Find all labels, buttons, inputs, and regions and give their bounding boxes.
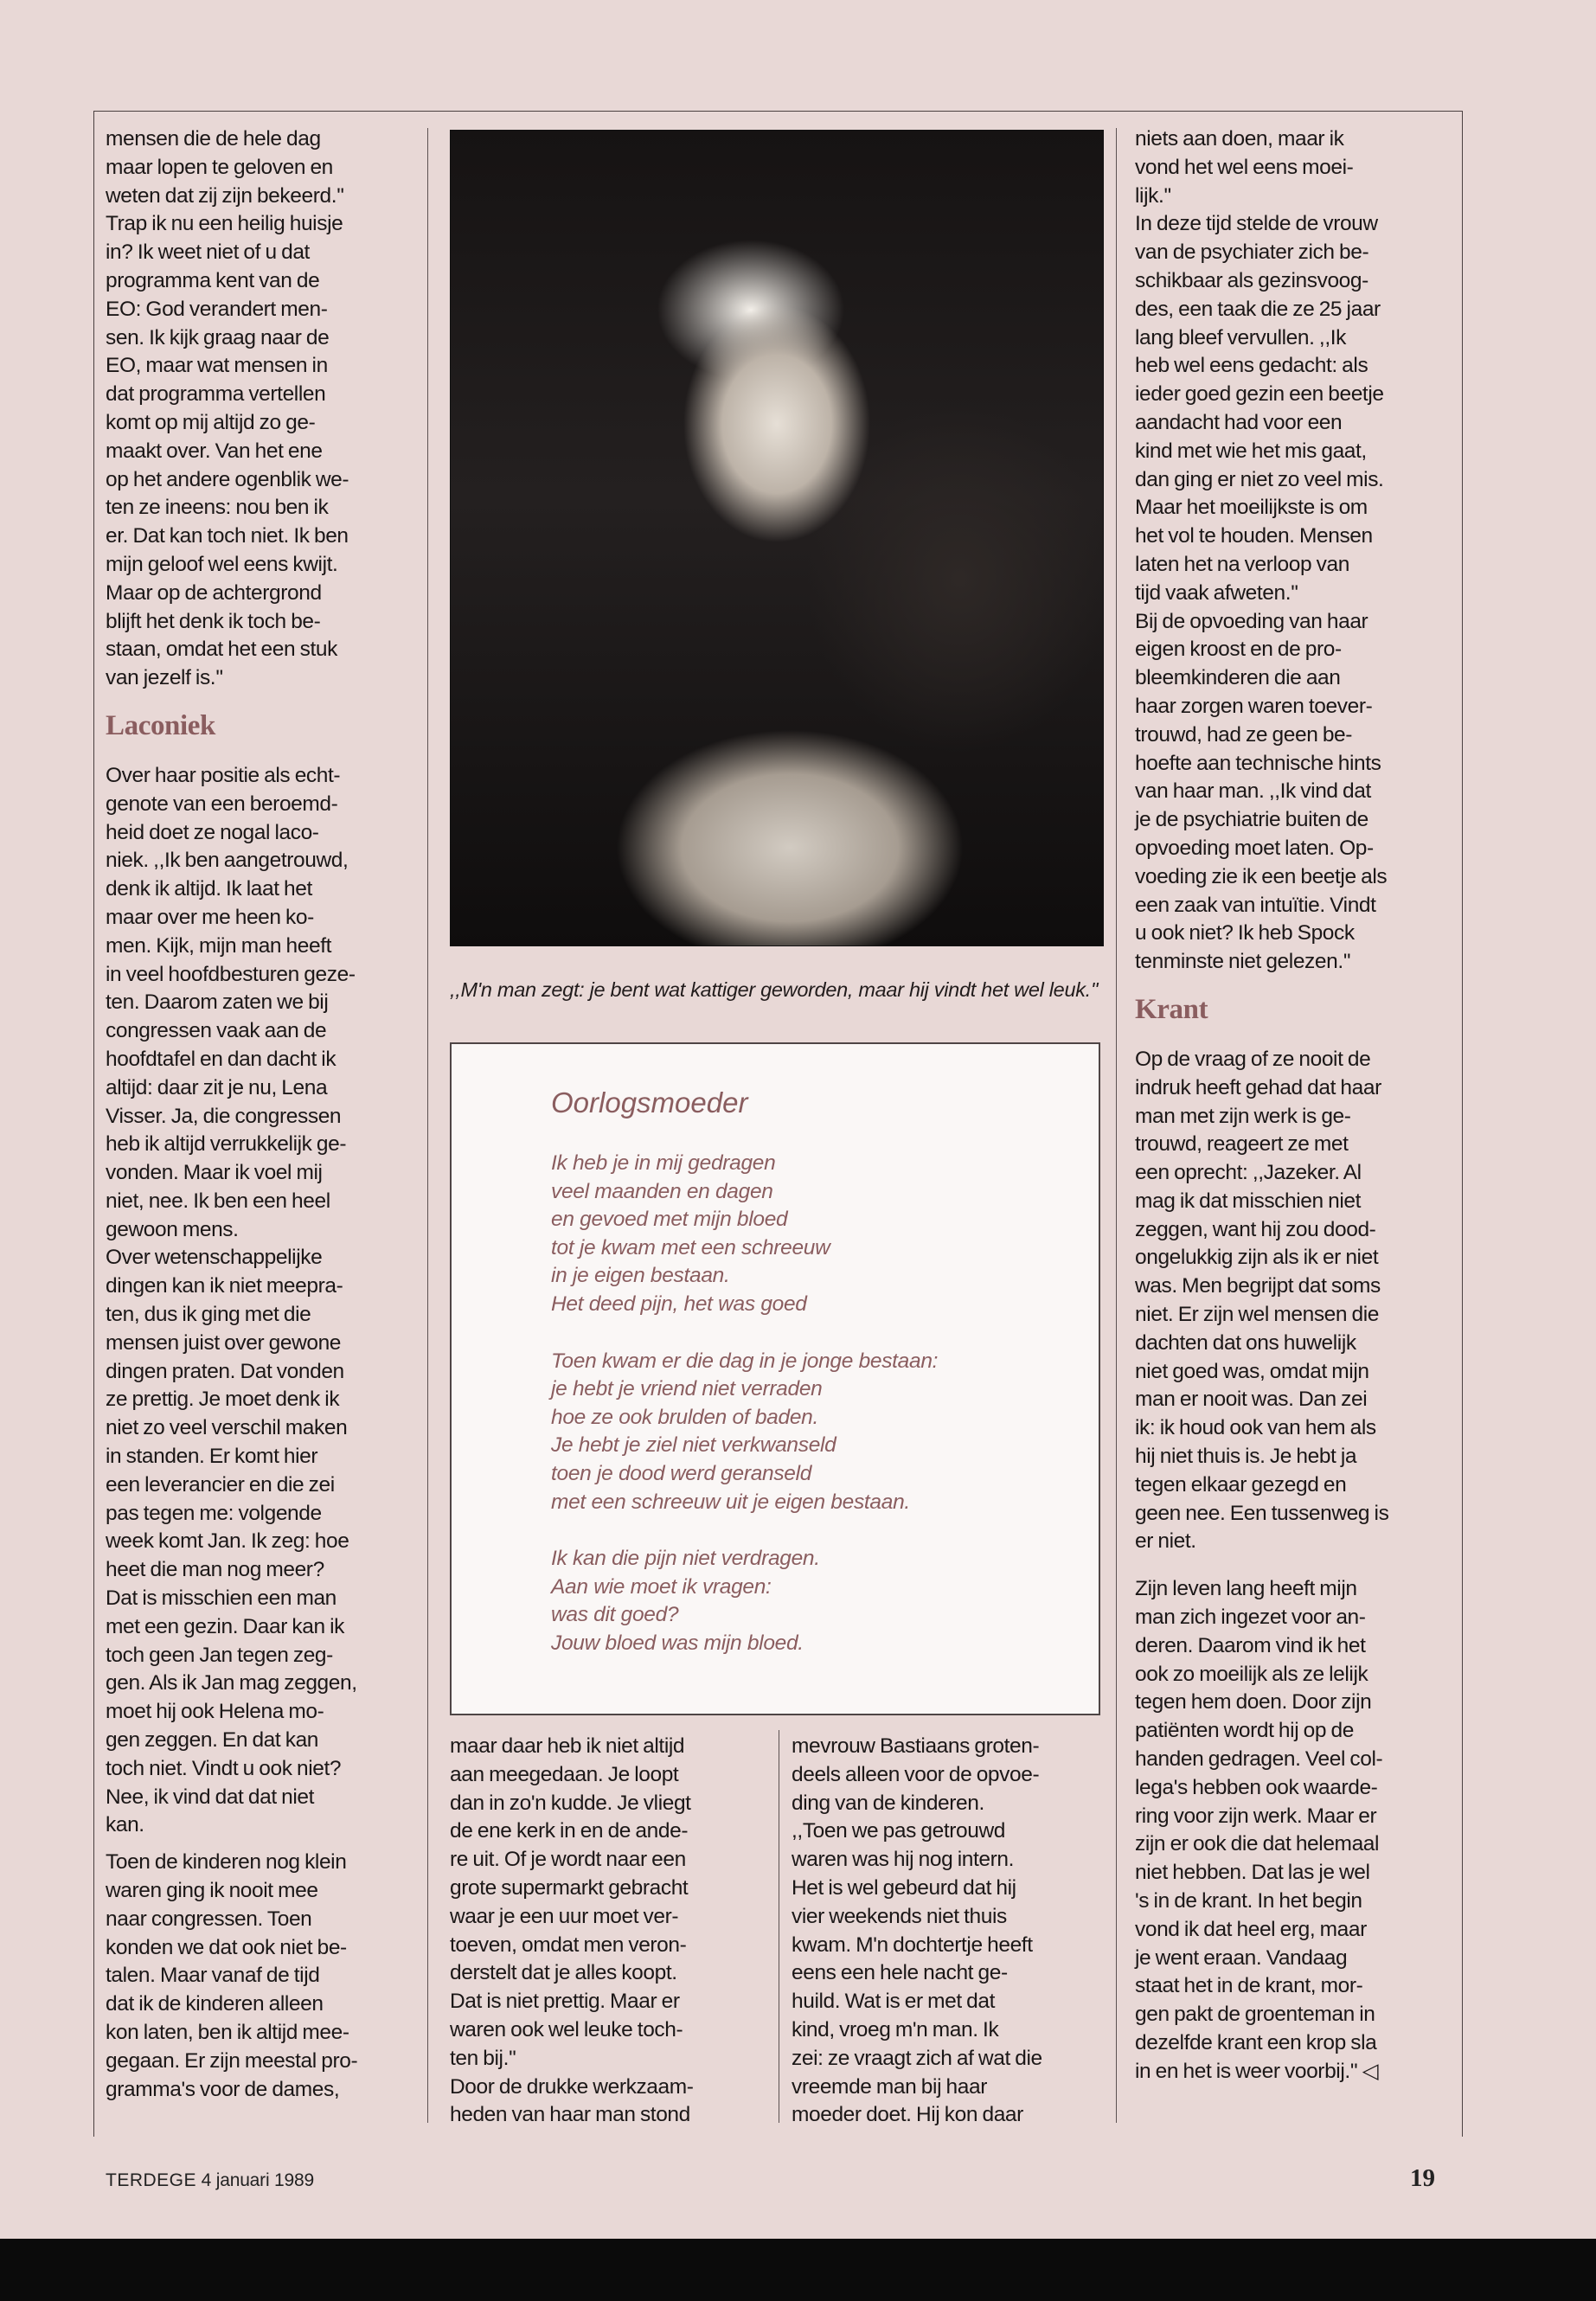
text-line: programma kent van de: [106, 268, 320, 292]
text-line: Het deed pijn, het was goed: [551, 1292, 807, 1316]
text-line: ze prettig. Je moet denk ik: [106, 1388, 340, 1412]
text-line: dezelfde krant een krop sla: [1135, 2031, 1377, 2054]
text-line: Dat is misschien een man: [106, 1586, 337, 1611]
text-line: een oprecht: ,,Jazeker. Al: [1135, 1161, 1362, 1185]
text-line: bleemkinderen die aan: [1135, 666, 1341, 690]
text-line: lijk.'': [1135, 183, 1171, 208]
text-line: dat programma vertellen: [106, 382, 326, 407]
text-line: niek. ,,Ik ben aangetrouwd,: [106, 849, 349, 873]
text-line: zei: ze vraagt zich af wat die: [792, 2046, 1042, 2070]
text-line: een leverancier en die zei: [106, 1472, 335, 1497]
photo-caption: ,,M'n man zegt: je bent wat kattiger geworden, maar hij vindt het wel leuk.'': [450, 978, 1099, 1001]
text-line: in je eigen bestaan.: [551, 1264, 730, 1288]
text-line: waren ook wel leuke toch-: [450, 2017, 683, 2041]
text-line: Toen de kinderen nog klein: [106, 1850, 347, 1875]
text-line: was dit goed?: [551, 1603, 679, 1627]
text-line: de ene kerk in en de ande-: [450, 1819, 689, 1843]
column-1-block-2: [106, 762, 419, 1840]
text-line: niet goed was, omdat mijn: [1135, 1359, 1369, 1383]
text-line: konden we dat ook niet be-: [106, 1935, 347, 1959]
column-divider-3: [1116, 128, 1117, 2123]
text-line: dingen praten. Dat vonden: [106, 1359, 344, 1383]
text-line: heet die man nog meer?: [106, 1558, 324, 1582]
text-line: denk ik altijd. Ik laat het: [106, 877, 312, 901]
text-line: EO: God verandert men-: [106, 297, 328, 321]
text-line: er niet.: [1135, 1529, 1196, 1554]
text-line: ten. Daarom zaten we bij: [106, 990, 329, 1015]
text-line: van jezelf is.'': [106, 666, 223, 690]
text-line: kind, vroeg m'n man. Ik: [792, 2017, 999, 2041]
text-line: het vol te houden. Mensen: [1135, 524, 1373, 548]
text-line: ook zo moeilijk als ze lelijk: [1135, 1662, 1368, 1686]
text-line: komt op mij altijd zo ge-: [106, 410, 316, 434]
text-line: waren ging ik nooit mee: [106, 1879, 318, 1903]
text-line: eens een hele nacht ge-: [792, 1961, 1008, 1985]
text-line: heb wel eens gedacht: als: [1135, 354, 1368, 378]
text-line: je de psychiatrie buiten de: [1135, 808, 1368, 832]
text-line: hoofdtafel en dan dacht ik: [106, 1047, 337, 1071]
text-line: trouwd, reageert ze met: [1135, 1132, 1349, 1157]
text-line: toch niet. Vindt u ook niet?: [106, 1756, 342, 1780]
text-line: grote supermarkt gebracht: [450, 1875, 689, 1900]
text-line: tot je kwam met een schreeuw: [551, 1235, 830, 1259]
text-line: in en het is weer voorbij.'' ◁: [1135, 2059, 1379, 2083]
text-line: 's in de krant. In het begin: [1135, 1889, 1362, 1913]
text-line: gen zeggen. En dat kan: [106, 1728, 319, 1753]
portrait-photo: [450, 130, 1104, 946]
column-4-block-2: [1135, 1046, 1452, 1556]
column-4-block-1: [1135, 125, 1452, 977]
text-line: Je hebt je ziel niet verkwanseld: [551, 1433, 836, 1458]
text-line: indruk heeft gehad dat haar: [1135, 1075, 1381, 1099]
text-line: waren was hij nog intern.: [792, 1848, 1015, 1872]
poem-box: [450, 1042, 1100, 1715]
text-line: dingen kan ik niet meepra-: [106, 1274, 343, 1298]
text-line: kwam. M'n dochtertje heeft: [792, 1932, 1033, 1957]
text-line: veel maanden en dagen: [551, 1179, 773, 1203]
column-4-block-3: [1135, 1575, 1452, 2086]
text-line: Ik kan die pijn niet verdragen.: [551, 1547, 820, 1571]
text-line: handen gedragen. Veel col-: [1135, 1747, 1383, 1772]
text-line: maar daar heb ik niet altijd: [450, 1734, 685, 1758]
poem-body: [551, 1150, 1070, 1658]
text-line: sen. Ik kijk graag naar de: [106, 325, 330, 349]
text-line: Ik heb je in mij gedragen: [551, 1151, 776, 1175]
article-column-4: [1135, 125, 1452, 2086]
text-line: niet hebben. Dat las je wel: [1135, 1861, 1370, 1885]
text-line: deels alleen voor de opvoe-: [792, 1762, 1040, 1786]
text-line: congressen vaak aan de: [106, 1019, 327, 1043]
poem-stanza-2: [551, 1348, 1070, 1517]
text-line: maar lopen te geloven en: [106, 155, 333, 179]
text-line: maakt over. Van het ene: [106, 439, 323, 463]
section-heading-krant: Krant: [1135, 993, 1208, 1025]
text-line: opvoeding moet laten. Op-: [1135, 836, 1374, 860]
text-line: gegaan. Er zijn meestal pro-: [106, 2048, 358, 2073]
text-line: maar over me heen ko-: [106, 905, 314, 929]
text-line: Over wetenschappelijke: [106, 1246, 323, 1270]
text-line: kan.: [106, 1813, 144, 1837]
text-line: van haar man. ,,Ik vind dat: [1135, 779, 1371, 804]
magazine-name: TERDEGE: [106, 2170, 197, 2190]
text-line: niet zo veel verschil maken: [106, 1416, 348, 1440]
text-line: pas tegen me: volgende: [106, 1501, 322, 1525]
text-line: van de psychiater zich be-: [1135, 240, 1369, 265]
text-line: re uit. Of je wordt naar een: [450, 1848, 686, 1872]
column-2-text: [450, 1733, 763, 2130]
text-line: een zaak van intuïtie. Vindt: [1135, 893, 1376, 917]
text-line: Maar op de achtergrond: [106, 580, 322, 605]
text-line: op het andere ogenblik we-: [106, 467, 349, 491]
text-line: tijd vaak afweten.'': [1135, 580, 1298, 605]
text-line: men. Kijk, mijn man heeft: [106, 933, 332, 958]
text-line: was. Men begrijpt dat soms: [1135, 1274, 1381, 1298]
text-line: vier weekends niet thuis: [792, 1904, 1007, 1928]
text-line: weten dat zij zijn bekeerd.'': [106, 183, 344, 208]
text-line: derstelt dat je alles koopt.: [450, 1961, 677, 1985]
text-line: kind met wie het mis gaat,: [1135, 439, 1367, 463]
text-line: dachten dat ons huwelijk: [1135, 1330, 1356, 1355]
article-column-2: [450, 1733, 763, 2130]
article-column-3: [792, 1733, 1105, 2130]
text-line: lega's hebben ook waarde-: [1135, 1775, 1378, 1799]
text-line: waar je een uur moet ver-: [450, 1904, 679, 1928]
text-line: ten, dus ik ging met die: [106, 1303, 311, 1327]
text-line: Nee, ik vind dat dat niet: [106, 1785, 315, 1809]
text-line: ding van de kinderen.: [792, 1791, 984, 1815]
text-line: staan, omdat het een stuk: [106, 638, 337, 662]
text-line: gen. Als ik Jan mag zeggen,: [106, 1671, 357, 1695]
text-line: Op de vraag of ze nooit de: [1135, 1047, 1371, 1071]
text-line: en gevoed met mijn bloed: [551, 1208, 788, 1232]
text-line: met een schreeuw uit je eigen bestaan.: [551, 1490, 910, 1514]
text-line: kon laten, ben ik altijd mee-: [106, 2021, 349, 2044]
text-line: in standen. Er komt hier: [106, 1445, 318, 1469]
text-line: des, een taak die ze 25 jaar: [1135, 297, 1381, 321]
text-line: blijft het denk ik toch be-: [106, 609, 321, 633]
text-line: in? Ik weet niet of u dat: [106, 240, 310, 265]
column-divider-1: [427, 128, 428, 2123]
text-line: ring voor zijn werk. Maar er: [1135, 1804, 1377, 1828]
text-line: vreemde man bij haar: [792, 2074, 987, 2099]
text-line: aandacht had voor een: [1135, 410, 1343, 434]
text-line: Bij de opvoeding van haar: [1135, 609, 1368, 633]
scan-border: [0, 2239, 1596, 2301]
text-line: eigen kroost en de pro-: [1135, 638, 1342, 662]
text-line: dat ik de kinderen alleen: [106, 1992, 324, 2016]
text-line: tegen hem doen. Door zijn: [1135, 1690, 1372, 1715]
text-line: man zich ingezet voor an-: [1135, 1606, 1366, 1630]
text-line: ten bij.'': [450, 2046, 516, 2070]
text-line: staat het in de krant, mor-: [1135, 1974, 1363, 1998]
section-heading-laconiek: Laconiek: [106, 709, 215, 741]
text-line: naar congressen. Toen: [106, 1907, 312, 1931]
text-line: huild. Wat is er met dat: [792, 1990, 996, 2014]
text-line: zijn er ook die dat helemaal: [1135, 1832, 1380, 1856]
poem-stanza-1: [551, 1150, 1070, 1319]
text-line: je hebt je vriend niet verraden: [551, 1377, 823, 1401]
text-line: je went eraan. Vandaag: [1135, 1945, 1348, 1970]
text-line: hij niet thuis is. Je hebt ja: [1135, 1445, 1357, 1469]
text-line: lang bleef vervullen. ,,Ik: [1135, 325, 1346, 349]
text-line: Toen kwam er die dag in je jonge bestaan:: [551, 1349, 939, 1373]
text-line: niets aan doen, maar ik: [1135, 127, 1344, 151]
text-line: vonden. Maar ik voel mij: [106, 1161, 323, 1185]
text-line: EO, maar wat mensen in: [106, 354, 328, 378]
text-line: trouwd, had ze geen be-: [1135, 722, 1353, 747]
text-line: deren. Daarom vind ik het: [1135, 1633, 1366, 1657]
text-line: week komt Jan. Ik zeg: hoe: [106, 1529, 349, 1554]
text-line: mag ik dat misschien niet: [1135, 1189, 1362, 1213]
text-line: man er nooit was. Dan zei: [1135, 1388, 1368, 1412]
text-line: altijd: daar zit je nu, Lena: [106, 1075, 328, 1099]
text-line: gramma's voor de dames,: [106, 2077, 340, 2101]
text-line: dan in zo'n kudde. Je vliegt: [450, 1791, 691, 1815]
text-line: toch geen Jan tegen zeg-: [106, 1643, 333, 1667]
text-line: mensen die de hele dag: [106, 127, 321, 151]
text-line: heb ik altijd verrukkelijk ge-: [106, 1132, 347, 1157]
text-line: u ook niet? Ik heb Spock: [1135, 921, 1355, 945]
text-line: Jouw bloed was mijn bloed.: [551, 1631, 804, 1655]
text-line: aan meegedaan. Je loopt: [450, 1762, 679, 1786]
text-line: Maar het moeilijkste is om: [1135, 496, 1368, 520]
text-line: niet. Er zijn wel mensen die: [1135, 1303, 1380, 1327]
text-line: haar zorgen waren toever-: [1135, 694, 1373, 718]
text-line: schikbaar als gezinsvoog-: [1135, 268, 1368, 292]
text-line: toen je dood werd geranseld: [551, 1461, 812, 1485]
text-line: heden van haar man stond: [450, 2103, 690, 2127]
text-line: voeding zie ik een beetje als: [1135, 864, 1388, 888]
column-1-block-3: [106, 1849, 419, 2104]
text-line: Visser. Ja, die congressen: [106, 1104, 342, 1128]
text-line: mijn geloof wel eens kwijt.: [106, 552, 338, 576]
footer-publication: [106, 2170, 314, 2191]
text-line: hoefte aan technische hints: [1135, 751, 1381, 775]
column-1-block-1: [106, 125, 419, 693]
text-line: talen. Maar vanaf de tijd: [106, 1964, 320, 1988]
text-line: dan ging er niet zo veel mis.: [1135, 467, 1384, 491]
text-line: genote van een beroemd-: [106, 792, 338, 816]
text-line: Zijn leven lang heeft mijn: [1135, 1577, 1357, 1601]
text-line: gen pakt de groenteman in: [1135, 2003, 1375, 2027]
text-line: geen nee. Een tussenweg is: [1135, 1501, 1389, 1525]
text-line: ik: ik houd ook van hem als: [1135, 1416, 1376, 1440]
text-line: ten ze ineens: nou ben ik: [106, 496, 329, 520]
text-line: ongelukkig zijn als ik er niet: [1135, 1246, 1379, 1270]
text-line: heid doet ze nogal laco-: [106, 820, 319, 844]
text-line: vond het wel eens moei-: [1135, 155, 1354, 179]
text-line: ieder goed gezin een beetje: [1135, 382, 1384, 407]
text-line: man met zijn werk is ge-: [1135, 1104, 1351, 1128]
text-line: laten het na verloop van: [1135, 552, 1349, 576]
text-line: moeder doet. Hij kon daar: [792, 2103, 1023, 2127]
text-line: mensen juist over gewone: [106, 1330, 342, 1355]
text-line: niet, nee. Ik ben een heel: [106, 1189, 330, 1213]
text-line: Aan wie moet ik vragen:: [551, 1574, 772, 1599]
text-line: met een gezin. Daar kan ik: [106, 1614, 345, 1638]
issue-date: 4 januari 1989: [201, 2170, 314, 2190]
text-line: Door de drukke werkzaam-: [450, 2074, 694, 2099]
text-line: in veel hoofdbesturen geze-: [106, 962, 356, 986]
text-line: tegen elkaar gezegd en: [1135, 1472, 1347, 1497]
text-line: ,,Toen we pas getrouwd: [792, 1819, 1005, 1843]
text-line: zeggen, want hij zou dood-: [1135, 1217, 1376, 1241]
text-line: Het is wel gebeurd dat hij: [792, 1875, 1016, 1900]
poem-stanza-3: [551, 1545, 1070, 1657]
text-line: toeven, omdat men veron-: [450, 1932, 687, 1957]
text-line: Over haar positie als echt-: [106, 763, 341, 787]
text-line: Dat is niet prettig. Maar er: [450, 1990, 680, 2014]
text-line: tenminste niet gelezen.'': [1135, 950, 1351, 974]
text-line: gewoon mens.: [106, 1217, 239, 1241]
text-line: vond ik dat heel erg, maar: [1135, 1917, 1367, 1941]
text-line: Trap ik nu een heilig huisje: [106, 212, 343, 236]
page-number: 19: [1410, 2164, 1435, 2192]
text-line: hoe ze ook brulden of baden.: [551, 1405, 818, 1429]
text-line: mevrouw Bastiaans groten-: [792, 1734, 1040, 1758]
text-line: patiënten wordt hij op de: [1135, 1719, 1354, 1743]
poem-title: Oorlogsmoeder: [551, 1086, 748, 1118]
text-line: er. Dat kan toch niet. Ik ben: [106, 524, 349, 548]
column-3-text: [792, 1733, 1105, 2130]
article-column-1: [106, 125, 419, 2104]
text-line: moet hij ook Helena mo-: [106, 1700, 324, 1724]
text-line: In deze tijd stelde de vrouw: [1135, 212, 1378, 236]
